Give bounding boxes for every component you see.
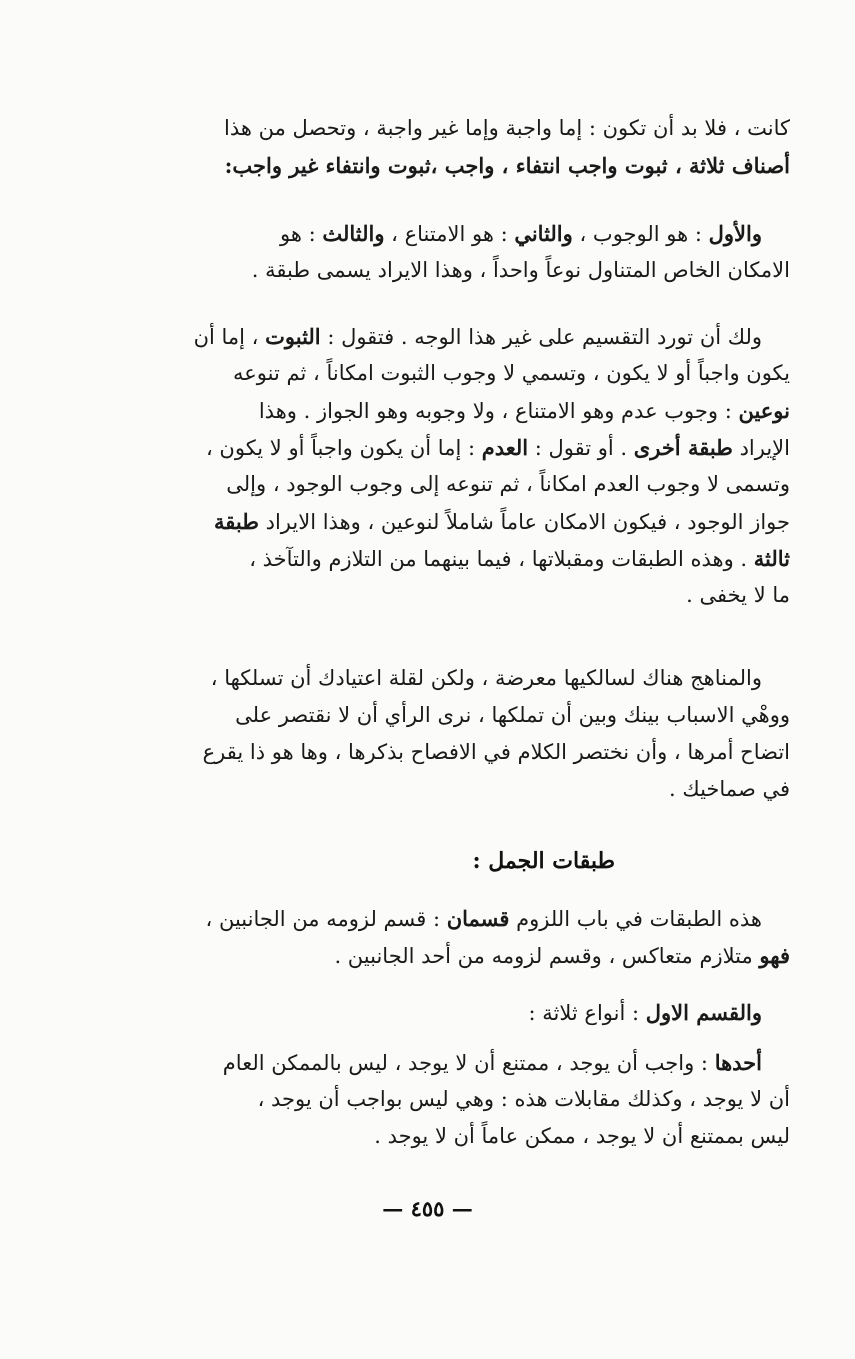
bold-term: الثبوت [265, 324, 321, 349]
text-line [140, 540, 790, 577]
text-line: ليس بممتنع أن لا يوجد ، ممكن عاماً أن لا يوجد . [374, 1124, 790, 1148]
paragraph-7 [140, 1044, 790, 1155]
text-line: ووهْي الاسباب بينك وبين أن تملكها ، نرى الرأي أن لا نقتصر على [235, 703, 790, 727]
text-line: أصناف ثلاثة ، ثبوت واجب انتفاء ، واجب ،ثبوت وانتفاء غير واجب: [224, 153, 790, 178]
text-run: الإيراد [732, 436, 790, 460]
text-run: . وهذه الطبقات ومقبلاتها ، فيما بينهما من التلازم والتآخذ ، [249, 547, 754, 571]
text-line [140, 429, 790, 466]
bold-term: قسمان [446, 906, 510, 931]
text-run: ، إما أن [193, 325, 266, 349]
text-line [140, 900, 790, 937]
text-line [140, 318, 790, 355]
text-line: اتضاح أمرها ، وأن نختصر الكلام في الافصاح بذكرها ، وها هو ذا يقرع [202, 740, 790, 764]
text-run: هذه الطبقات في باب اللزوم [509, 907, 762, 931]
text-line [140, 392, 790, 429]
text-run: : أنواع ثلاثة : [528, 1001, 646, 1025]
text-line [140, 994, 790, 1031]
text-run: : وجوب عدم وهو الامتناع ، ولا وجوبه وهو الجواز . وهذا [258, 399, 739, 423]
bold-term: ثالثة [753, 546, 790, 571]
text-line [140, 503, 790, 540]
bold-term: طبقة [214, 509, 259, 534]
text-run: : هو الامتناع ، [384, 222, 515, 246]
text-line: والمناهج هناك لسالكيها معرضة ، ولكن لقلة اعتيادك أن تسلكها ، [210, 666, 762, 690]
section-heading: طبقات الجمل : [472, 848, 615, 874]
bold-term: والقسم الاول [645, 1000, 762, 1025]
text-line: الامكان الخاص المتناول نوعاً واحداً ، وهذا الايراد يسمى طبقة . [251, 258, 790, 282]
bold-term: والثالث [322, 221, 385, 246]
bold-term: العدم [481, 435, 529, 460]
text-line [140, 937, 790, 974]
text-line: أن لا يوجد ، وكذلك مقابلات هذه : وهي ليس بواجب أن يوجد ، [257, 1087, 790, 1111]
paragraph-6 [140, 994, 790, 1031]
bold-term: أحدها [714, 1050, 762, 1075]
text-line: يكون واجباً أو لا يكون ، وتسمي لا وجوب الثبوت امكاناً ، ثم تنوعه [233, 361, 790, 385]
text-line [140, 1044, 790, 1081]
text-run: : هو [280, 222, 323, 246]
bold-term: نوعين [738, 398, 790, 423]
text-run: : قسم لزومه من الجانبين ، [205, 907, 447, 931]
text-run: جواز الوجود ، فيكون الامكان عاماً شاملاً لنوعين ، وهذا الايراد [258, 510, 790, 534]
text-line: في صماخيك . [669, 777, 790, 801]
bold-term: والثاني [514, 221, 573, 246]
text-line [140, 215, 790, 252]
paragraph-2 [140, 215, 790, 289]
bold-term: والأول [708, 221, 762, 246]
text-run: متلازم متعاكس ، وقسم لزومه من أحد الجانبين . [334, 944, 760, 968]
text-line: وتسمى لا وجوب العدم امكاناً ، ثم تنوعه إلى وجوب الوجود ، وإلى [226, 472, 790, 496]
paragraph-4 [140, 660, 790, 808]
page-number: — ٤٥٥ — [382, 1196, 473, 1221]
bold-term: طبقة أخرى [633, 435, 733, 460]
paragraph-5 [140, 900, 790, 974]
text-run: : هو الوجوب ، [572, 222, 709, 246]
bold-term: فهو [759, 943, 790, 968]
text-line: كانت ، فلا بد أن تكون : إما واجبة وإما غير واجبة ، وتحصل من هذا [224, 116, 790, 140]
text-run: : إما أن يكون واجباً أو لا يكون ، [205, 436, 482, 460]
paragraph-3 [140, 318, 790, 614]
text-run: ولك أن تورد التقسيم على غير هذا الوجه . فتقول : [320, 325, 762, 349]
paragraph-1 [140, 110, 790, 184]
text-run: . أو تقول : [528, 436, 634, 460]
text-run: : واجب أن يوجد ، ممتنع أن لا يوجد ، ليس بالممكن العام [222, 1051, 715, 1075]
text-line: ما لا يخفى . [686, 583, 790, 607]
